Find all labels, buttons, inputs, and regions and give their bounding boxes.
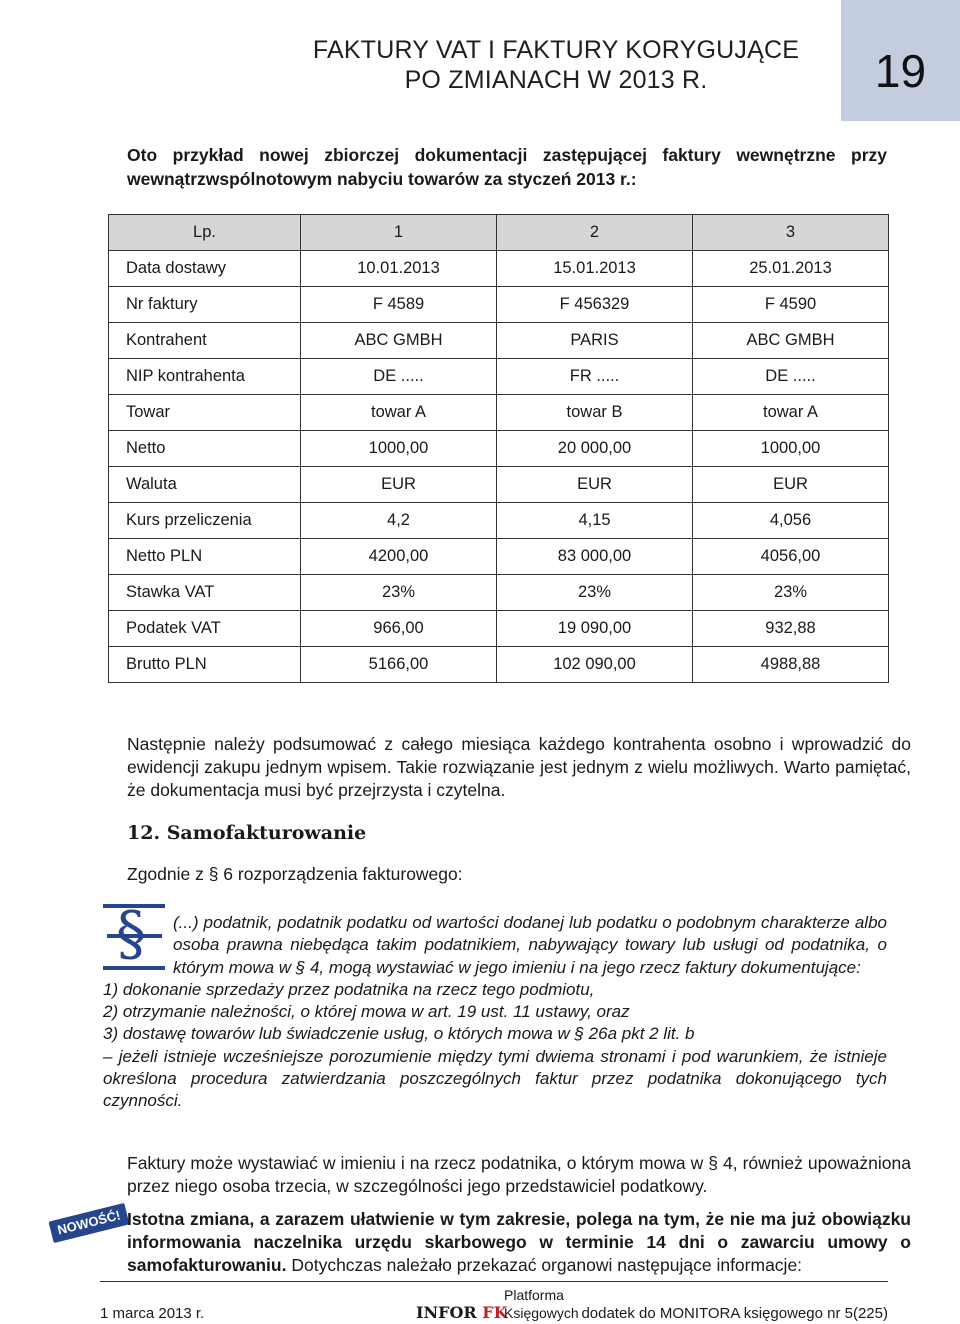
table-cell: F 4590 xyxy=(693,287,889,323)
table-row-label: Netto xyxy=(109,431,301,467)
table-header-cell: 1 xyxy=(301,215,497,251)
table-cell: 1000,00 xyxy=(693,431,889,467)
table-cell: FR ..... xyxy=(497,359,693,395)
table-cell: 25.01.2013 xyxy=(693,251,889,287)
table-cell: 966,00 xyxy=(301,611,497,647)
table-cell: ABC GMBH xyxy=(301,323,497,359)
quote-item-3: 3) dostawę towarów lub świadczenie usług, o których mowa w § 26a pkt 2 lit. b xyxy=(103,1024,695,1044)
platform-label xyxy=(504,1286,579,1322)
table-cell: 23% xyxy=(301,575,497,611)
table-row xyxy=(109,359,889,395)
table-row-label: NIP kontrahenta xyxy=(109,359,301,395)
news-bold-text: Istotna zmiana, a zarazem ułatwienie w tym zakresie, polega na tym, że nie ma już obowiązku informowania naczelnika urzędu skarbowego w terminie 14 dni o zawarciu umowy o samofakturowaniu. xyxy=(127,1209,911,1275)
table-row-label: Kontrahent xyxy=(109,323,301,359)
table-row-label: Kurs przeliczenia xyxy=(109,503,301,539)
table-cell: F 456329 xyxy=(497,287,693,323)
page-number-box xyxy=(841,0,960,121)
running-title xyxy=(300,35,812,95)
table-header-cell: 2 xyxy=(497,215,693,251)
table-row xyxy=(109,503,889,539)
table-cell: 102 090,00 xyxy=(497,647,693,683)
footer-supplement: dodatek do MONITORA księgowego nr 5(225) xyxy=(581,1305,888,1322)
table-row-label: Waluta xyxy=(109,467,301,503)
table-row xyxy=(109,251,889,287)
table-cell: 15.01.2013 xyxy=(497,251,693,287)
intro-paragraph: Oto przykład nowej zbiorczej dokumentacji zastępującej faktury wewnętrzne przy wewnątrzwspólnotowym nabyciu towarów za styczeń 2013 r.: xyxy=(127,145,887,189)
logo-infor: INFOR xyxy=(416,1303,477,1322)
running-title-line2: PO ZMIANACH W 2013 R. xyxy=(404,66,708,94)
section-number: 12. xyxy=(127,822,161,844)
table-cell: 23% xyxy=(693,575,889,611)
table-cell: F 4589 xyxy=(301,287,497,323)
news-rest-text: Dotychczas należało przekazać organowi następujące informacje: xyxy=(286,1255,803,1275)
table-cell: 5166,00 xyxy=(301,647,497,683)
table-cell: 4,056 xyxy=(693,503,889,539)
invoice-table xyxy=(108,214,889,683)
table-row-label: Netto PLN xyxy=(109,539,301,575)
page-number: 19 xyxy=(874,45,927,97)
table-row-label: Towar xyxy=(109,395,301,431)
table-row xyxy=(109,287,889,323)
table-header-cell: 3 xyxy=(693,215,889,251)
quote-item-1: 1) dokonanie sprzedaży przez podatnika na rzecz tego podmiotu, xyxy=(103,979,595,999)
table-cell: 4,15 xyxy=(497,503,693,539)
table-row-label: Podatek VAT xyxy=(109,611,301,647)
table-cell: 19 090,00 xyxy=(497,611,693,647)
infor-fk-logo xyxy=(416,1303,508,1322)
section-subtitle: Zgodnie z § 6 rozporządzenia fakturowego: xyxy=(127,864,463,884)
table-cell: 83 000,00 xyxy=(497,539,693,575)
summary-paragraph: Następnie należy podsumować z całego miesiąca każdego kontrahenta osobno i wprowadzić do ewidencji zakupu jednym wpisem. Takie rozwiązanie jest jednym z wielu możliwych. Warto pamiętać, że dokumentacja musi być przejrzysta i czytelna. xyxy=(127,734,911,800)
quote-lead: (...) podatnik, podatnik podatku od wartości dodanej lub podatku o podobnym charakterze albo osoba prawna niebędąca takim podatnikiem, nabywający towary lub usługi od podatnika, o którym mowa w § 4, mogą wystawiać w jego imieniu i na jego rzecz faktury dokumentujące: xyxy=(173,913,887,977)
table-cell: 1000,00 xyxy=(301,431,497,467)
table-cell: towar A xyxy=(693,395,889,431)
table-cell: PARIS xyxy=(497,323,693,359)
table-row xyxy=(109,395,889,431)
table-row xyxy=(109,431,889,467)
footer-date: 1 marca 2013 r. xyxy=(100,1305,205,1322)
table-cell: 23% xyxy=(497,575,693,611)
table-row xyxy=(109,611,889,647)
table-cell: DE ..... xyxy=(301,359,497,395)
table-cell: 20 000,00 xyxy=(497,431,693,467)
table-row-label: Stawka VAT xyxy=(109,575,301,611)
table-cell: DE ..... xyxy=(693,359,889,395)
table-row xyxy=(109,323,889,359)
table-cell: 932,88 xyxy=(693,611,889,647)
self-billing-paragraph: Faktury może wystawiać w imieniu i na rzecz podatnika, o którym mowa w § 4, również upoważniona przez niego osoba trzecia, w szczególności jego przedstawiciel podatkowy. xyxy=(127,1153,911,1196)
table-cell: 10.01.2013 xyxy=(301,251,497,287)
news-paragraph xyxy=(103,1208,911,1277)
quote-item-2: 2) otrzymanie należności, o której mowa w art. 19 ust. 11 ustawy, oraz xyxy=(103,1002,630,1022)
quote-tail: – jeżeli istnieje wcześniejsze porozumienie między tymi dwiema stronami i pod warunkiem, że istnieje określona procedura zatwierdzania poszczególnych faktur przez podatnika dokonującego tych czynności. xyxy=(103,1046,887,1111)
table-cell: ABC GMBH xyxy=(693,323,889,359)
platform-line2: Księgowych xyxy=(504,1305,579,1321)
table-row xyxy=(109,575,889,611)
table-cell: 4,2 xyxy=(301,503,497,539)
table-header-cell: Lp. xyxy=(109,215,301,251)
section-title: Samofakturowanie xyxy=(166,822,367,844)
regulation-quote xyxy=(103,912,887,1113)
table-row xyxy=(109,647,889,683)
news-badge: NOWOŚĆ! xyxy=(48,1203,129,1243)
table-cell: EUR xyxy=(301,467,497,503)
running-title-line1: FAKTURY VAT I FAKTURY KORYGUJĄCE xyxy=(312,36,800,64)
table-cell: 4200,00 xyxy=(301,539,497,575)
table-row-label: Nr faktury xyxy=(109,287,301,323)
section-heading xyxy=(127,822,366,844)
table-cell: towar A xyxy=(301,395,497,431)
table-row xyxy=(109,467,889,503)
table-cell: EUR xyxy=(497,467,693,503)
table-row-label: Brutto PLN xyxy=(109,647,301,683)
table-cell: EUR xyxy=(693,467,889,503)
logo-fk: FK xyxy=(482,1303,508,1322)
page-footer xyxy=(100,1281,888,1322)
table-cell: 4988,88 xyxy=(693,647,889,683)
table-row xyxy=(109,539,889,575)
table-row-label: Data dostawy xyxy=(109,251,301,287)
platform-line1: Platforma xyxy=(504,1287,564,1303)
table-header-row xyxy=(109,215,889,251)
paragraph-sign-icon: § xyxy=(103,904,167,972)
table-cell: towar B xyxy=(497,395,693,431)
table-cell: 4056,00 xyxy=(693,539,889,575)
